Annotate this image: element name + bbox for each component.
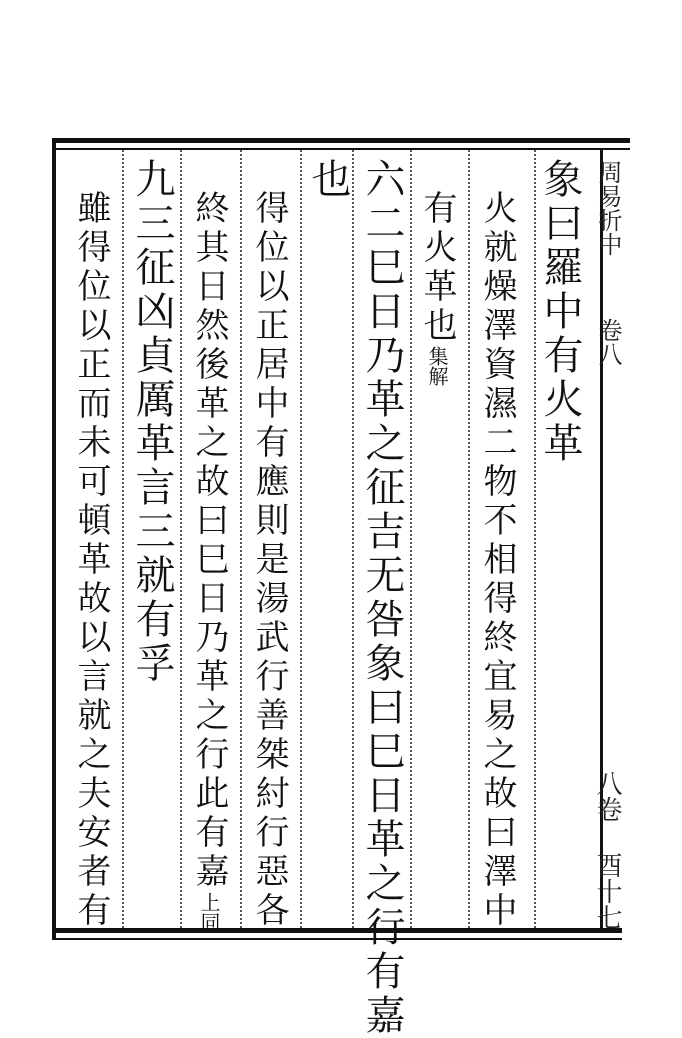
text-column-2: 火就燥澤資濕二物不相得終宜易之故曰澤中 — [477, 190, 517, 931]
column-divider — [468, 150, 471, 928]
text-column-3 — [417, 190, 457, 386]
column-divider — [300, 150, 303, 928]
text-column-4: 六二巳日乃革之征吉无咎象曰巳日革之行有嘉 — [359, 158, 405, 1038]
bottom-border — [52, 928, 622, 933]
text-column-3-main: 有火革也 — [417, 190, 457, 346]
margin-folio: 八卷 酉十七 — [592, 770, 622, 930]
text-column-9: 雖得位以正而未可頓革故以言就之夫安者有 — [71, 190, 111, 931]
text-column-8: 九三征凶貞厲革言三就有孚 — [129, 158, 175, 686]
left-border — [52, 138, 56, 940]
annotation-note: 上同 — [197, 892, 221, 932]
column-divider — [240, 150, 243, 928]
column-divider — [180, 150, 183, 928]
text-column-7-main: 終其日然後革之故曰巳日乃革之行此有嘉 — [189, 190, 229, 892]
top-border-thin — [52, 148, 630, 150]
column-divider — [352, 150, 355, 928]
text-column-7 — [189, 190, 229, 932]
column-divider — [410, 150, 413, 928]
bottom-border-thin — [52, 938, 622, 940]
top-border — [52, 138, 630, 143]
text-column-6: 得位以正居中有應則是湯武行善桀紂行惡各 — [249, 190, 289, 931]
column-divider — [122, 150, 125, 928]
text-column-1: 象曰羅中有火革 — [537, 158, 583, 466]
text-column-5: 也 — [305, 158, 351, 202]
margin-juan: 卷八 — [594, 318, 622, 366]
annotation-note: 集解 — [425, 346, 449, 386]
margin-title: 周易折中 — [594, 160, 622, 256]
